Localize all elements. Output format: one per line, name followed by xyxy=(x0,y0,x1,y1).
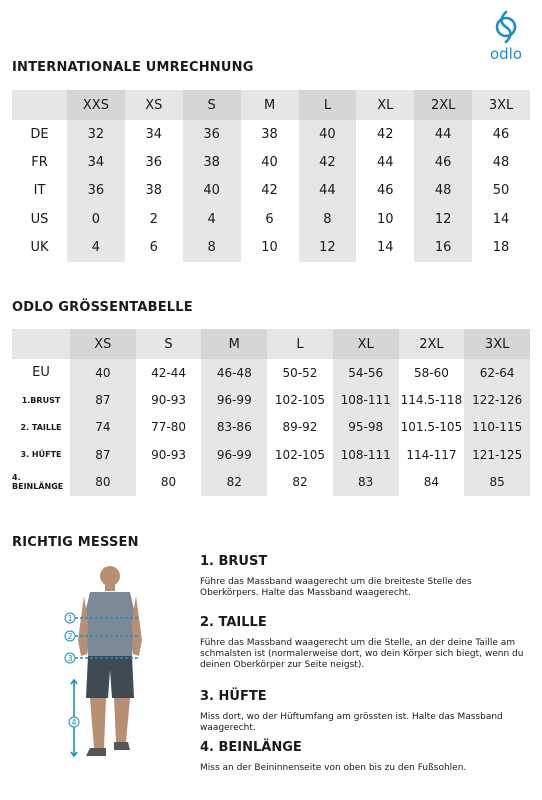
size-cell: 82 xyxy=(226,475,242,490)
row-label: US xyxy=(30,211,49,227)
size-cell: 38 xyxy=(261,126,278,142)
size-header: XS xyxy=(94,336,112,352)
size-cell: 14 xyxy=(377,240,394,256)
size-cell: 114.5-118 xyxy=(400,393,463,408)
size-header: M xyxy=(228,336,240,352)
size-cell: 85 xyxy=(489,475,505,490)
size-header: L xyxy=(323,97,332,113)
measure-heading: 3. HÜFTE xyxy=(200,689,267,704)
size-cell: 48 xyxy=(434,183,452,199)
odlo-logo xyxy=(478,8,534,62)
size-cell: 83-86 xyxy=(216,420,252,435)
size-cell: 10 xyxy=(261,240,278,256)
size-cell: 83 xyxy=(358,475,374,490)
size-cell: 62-64 xyxy=(479,365,515,380)
row-label: EU xyxy=(32,365,50,381)
size-chart-title: ODLO GRÖSSENTABELLE xyxy=(12,300,193,315)
size-cell: 96-99 xyxy=(216,393,252,408)
size-cell: 12 xyxy=(319,240,336,256)
marker-1: 1 xyxy=(67,614,73,623)
row-label: 3. HÜFTE xyxy=(20,450,62,460)
size-cell: 108-111 xyxy=(340,447,391,462)
size-header: S xyxy=(164,336,173,352)
row-label: 2. TAILLE xyxy=(20,422,62,432)
size-header: 3XL xyxy=(484,336,510,352)
size-cell: 42-44 xyxy=(151,365,186,380)
measure-beinlaenge xyxy=(200,740,530,774)
size-cell: 36 xyxy=(145,155,163,171)
size-cell: 87 xyxy=(95,447,111,462)
size-header: XL xyxy=(357,336,374,352)
size-cell: 90-93 xyxy=(151,393,186,408)
size-cell: 38 xyxy=(203,155,220,171)
person-silhouette xyxy=(78,566,142,756)
row-label: IT xyxy=(33,183,46,199)
size-cell: 6 xyxy=(265,211,274,227)
row-label: UK xyxy=(30,240,49,256)
size-cell: 36 xyxy=(87,183,105,199)
size-cell: 34 xyxy=(87,155,105,171)
size-header: M xyxy=(263,97,276,113)
size-cell: 50 xyxy=(492,183,510,199)
size-cell: 44 xyxy=(319,183,336,199)
size-cell: 42 xyxy=(377,126,394,142)
size-cell: 82 xyxy=(292,475,308,490)
size-cell: 80 xyxy=(95,475,111,490)
size-cell: 46 xyxy=(377,183,394,199)
size-header: S xyxy=(207,97,216,113)
size-cell: 2 xyxy=(149,211,158,227)
row-label: 4. BEINLÄNGE xyxy=(12,473,64,492)
size-cell: 46 xyxy=(434,155,452,171)
size-cell: 114-117 xyxy=(406,447,457,462)
size-cell: 40 xyxy=(319,126,336,142)
size-cell: 40 xyxy=(95,365,111,380)
size-cell: 110-115 xyxy=(472,420,523,435)
size-cell: 8 xyxy=(323,211,332,227)
size-header: 2XL xyxy=(430,97,456,113)
size-cell: 8 xyxy=(207,240,216,256)
size-cell: 48 xyxy=(492,155,510,171)
size-cell: 101.5-105 xyxy=(400,420,463,435)
size-cell: 96-99 xyxy=(216,447,252,462)
size-header: 2XL xyxy=(419,336,444,352)
size-cell: 44 xyxy=(434,126,452,142)
size-cell: 90-93 xyxy=(151,447,186,462)
size-cell: 10 xyxy=(377,211,394,227)
measure-text: Miss dort, wo der Hüftumfang am grössten ist. Halte das Massband waagerecht. xyxy=(200,712,503,733)
measure-heading: 4. BEINLÄNGE xyxy=(200,740,302,755)
marker-2: 2 xyxy=(67,632,73,641)
size-cell: 4 xyxy=(207,211,216,227)
size-cell: 0 xyxy=(91,211,101,227)
size-cell: 89-92 xyxy=(282,420,318,435)
measure-heading: 2. TAILLE xyxy=(200,615,267,630)
measure-heading: 1. BRUST xyxy=(200,554,268,569)
size-header: L xyxy=(296,336,304,352)
size-cell: 46-48 xyxy=(216,365,252,380)
size-cell: 16 xyxy=(434,240,452,256)
measure-text: Führe das Massband waagerecht um die Stelle, an der deine Taille am schmalsten ist (normalerweise dort, wo dein Körper sich biegt, wenn du deinen Oberkörper zur Seite neigst). xyxy=(200,638,524,670)
row-label: FR xyxy=(31,155,48,171)
measure-brust xyxy=(200,554,530,599)
size-cell: 122-126 xyxy=(472,393,523,408)
logo-text: odlo xyxy=(489,45,523,62)
size-cell: 84 xyxy=(423,475,440,490)
size-cell: 77-80 xyxy=(151,420,186,435)
size-cell: 121-125 xyxy=(472,447,523,462)
measure-text: Miss an der Beininnenseite von oben bis zu den Fußsohlen. xyxy=(200,763,467,773)
size-cell: 36 xyxy=(203,126,220,142)
measure-text: Führe das Massband waagerecht um die breiteste Stelle des Oberkörpers. Halte das Massband waagerecht. xyxy=(200,577,472,598)
size-cell: 14 xyxy=(492,211,510,227)
marker-3: 3 xyxy=(67,654,73,663)
size-cell: 80 xyxy=(160,475,177,490)
measure-title: RICHTIG MESSEN xyxy=(12,535,139,550)
size-cell: 42 xyxy=(261,183,278,199)
size-cell: 12 xyxy=(434,211,452,227)
international-title: INTERNATIONALE UMRECHNUNG xyxy=(12,60,254,75)
size-cell: 18 xyxy=(492,240,510,256)
row-label: DE xyxy=(30,126,49,142)
size-header: XS xyxy=(145,97,163,113)
size-cell: 44 xyxy=(377,155,394,171)
size-cell: 40 xyxy=(203,183,220,199)
size-cell: 102-105 xyxy=(274,447,326,462)
size-cell: 42 xyxy=(319,155,336,171)
size-cell: 95-98 xyxy=(348,420,384,435)
measure-taille xyxy=(200,615,530,671)
size-cell: 40 xyxy=(261,155,278,171)
size-cell: 38 xyxy=(145,183,163,199)
size-header: 3XL xyxy=(488,97,514,113)
size-header: XL xyxy=(377,97,394,113)
size-cell: 102-105 xyxy=(274,393,326,408)
marker-4: 4 xyxy=(71,718,77,727)
measure-huefte xyxy=(200,689,530,734)
measuring-figure xyxy=(60,560,170,770)
size-header: XXS xyxy=(82,97,109,113)
size-cell: 87 xyxy=(95,393,111,408)
row-label: 1.BRUST xyxy=(21,395,61,405)
size-cell: 6 xyxy=(149,240,158,256)
international-size-table xyxy=(12,90,530,262)
size-cell: 46 xyxy=(492,126,510,142)
size-cell: 50-52 xyxy=(282,365,318,380)
size-cell: 108-111 xyxy=(340,393,391,408)
size-cell: 74 xyxy=(95,420,111,435)
size-cell: 54-56 xyxy=(348,365,384,380)
size-cell: 58-60 xyxy=(413,365,449,380)
size-cell: 34 xyxy=(145,126,163,142)
odlo-size-table xyxy=(12,329,530,496)
size-cell: 4 xyxy=(91,240,101,256)
size-cell: 32 xyxy=(87,126,105,142)
